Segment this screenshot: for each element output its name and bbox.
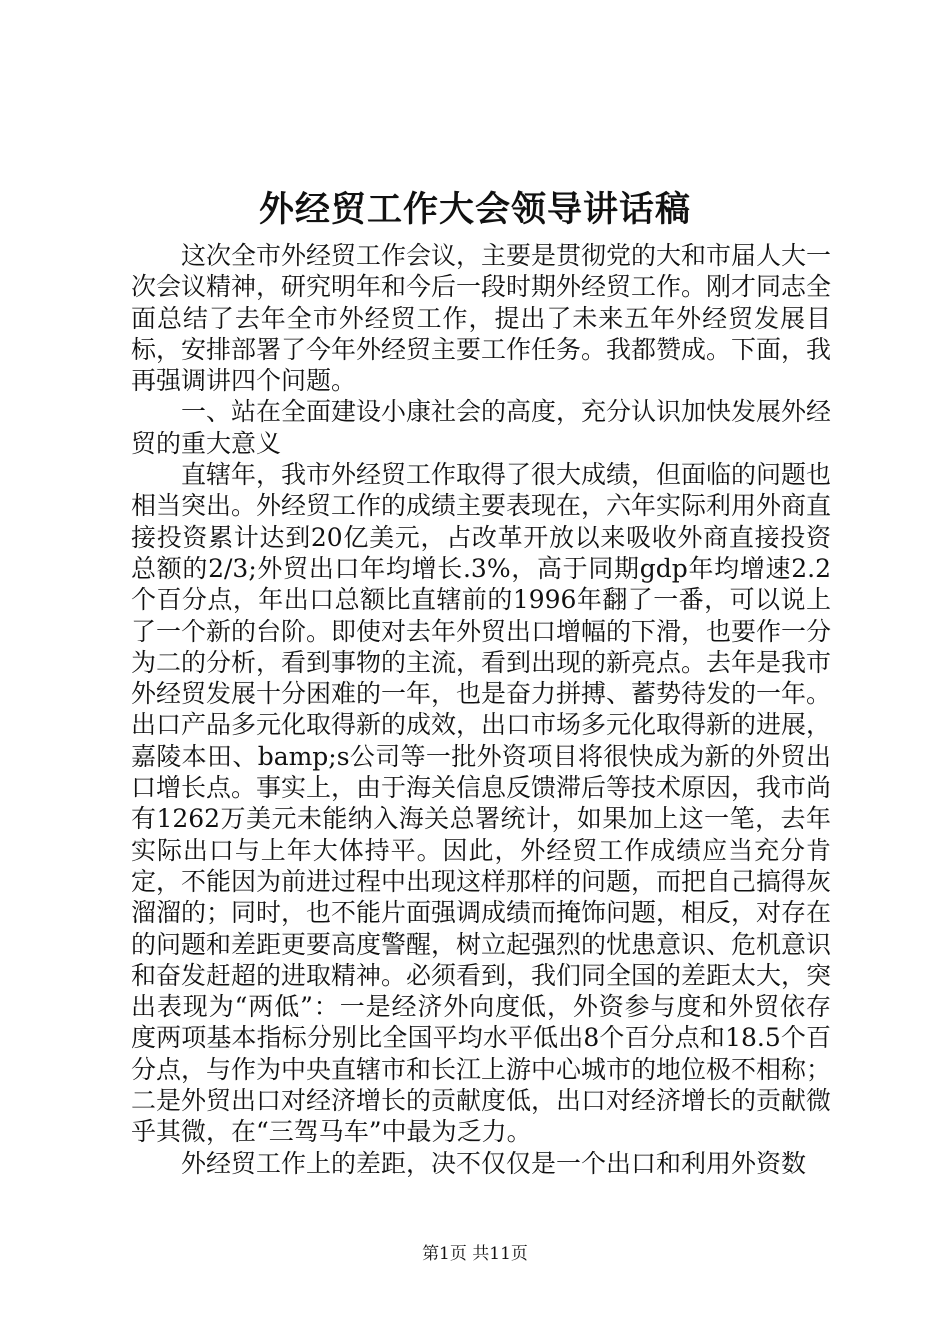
document-body (131, 240, 831, 1179)
document-title: 外经贸工作大会领导讲话稿 (258, 189, 691, 230)
section-heading: 一、站在全面建设小康社会的高度，充分认识加快发展外经贸的重大意义 (131, 397, 832, 458)
paragraph: 这次全市外经贸工作会议，主要是贯彻党的大和市届人大一次会议精神，研究明年和今后一段时期外经贸工作。刚才同志全面总结了去年全市外经贸工作，提出了未来五年外经贸发展目标，安排部署了今年外经贸主要工作任务。我都赞成。下面，我再强调讲四个问题。 (131, 241, 832, 396)
paragraph: 外经贸工作上的差距，决不仅仅是一个出口和利用外资数 (181, 1148, 807, 1178)
paragraph: 直辖年，我市外经贸工作取得了很大成绩，但面临的问题也相当突出。外经贸工作的成绩主要表现在，六年实际利用外商直接投资累计达到20亿美元，占改革开放以来吸收外商直接投资总额的2/3;外贸出口年均增长.3%，高于同期gdp年均增速2.2个百分点，年出口总额比直辖前的1996年翻了一番，可以说上了一个新的台阶。即使对去年外贸出口增幅的下滑，也要作一分为二的分析，看到事物的主流，看到出现的新亮点。去年是我市外经贸发展十分困难的一年，也是奋力拼搏、蓄势待发的一年。出口产品多元化取得新的成效，出口市场多元化取得新的进展，嘉陵本田、bamp;s公司等一批外资项目将很快成为新的外贸出口增长点。事实上，由于海关信息反馈滞后等技术原因，我市尚有1262万美元未能纳入海关总署统计，如果加上这一笔，去年实际出口与上年大体持平。因此，外经贸工作成绩应当充分肯定，不能因为前进过程中出现这样那样的问题，而把自己搞得灰溜溜的；同时，也不能片面强调成绩而掩饰问题，相反，对存在的问题和差距更要高度警醒，树立起强烈的忧患意识、危机意识和奋发赶超的进取精神。必须看到，我们同全国的差距太大，突出表现为“两低”：一是经济外向度低，外资参与度和外贸依存度两项基本指标分别比全国平均水平低出8个百分点和18.5个百分点，与作为中央直辖市和长江上游中心城市的地位极不相称；二是外贸出口对经济增长的贡献度低，出口对经济增长的贡献微乎其微，在“三驾马车”中最为乏力。 (131, 460, 832, 1147)
page-number-footer: 第1页 共11页 (422, 1244, 528, 1264)
